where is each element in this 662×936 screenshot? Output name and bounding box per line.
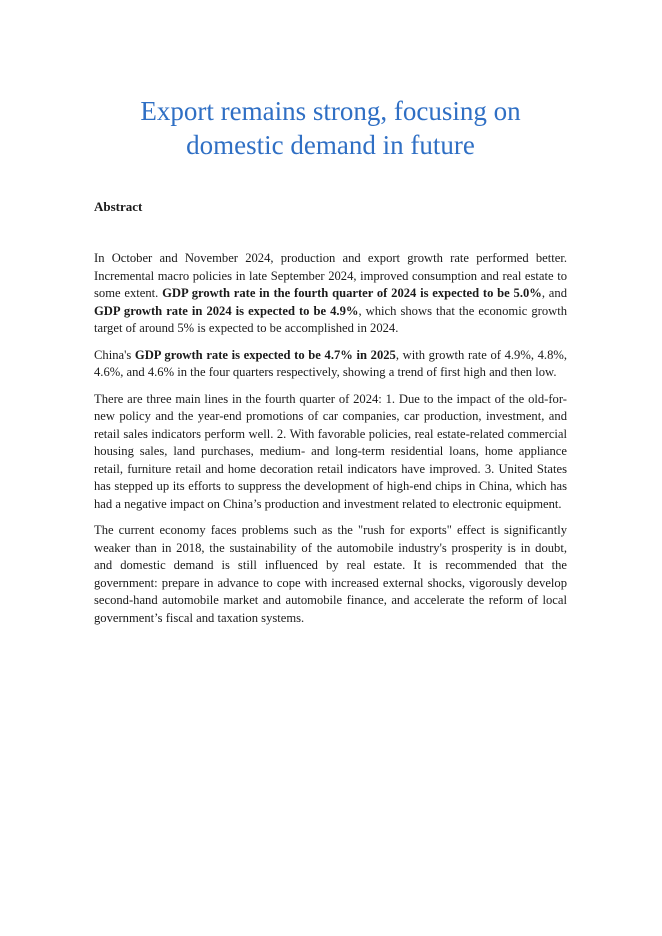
paragraph-text: There are three main lines in the fourth quarter of 2024: 1. Due to the impact of the old-for-new policy and the year-end promotions of car companies, car production, investment, and retail sales indicators perform well. 2. With favorable policies, real estate-related commercial housing sales, land purchases, medium- and long-term residential loans, home appliance retail, furniture retail and home decoration retail indicators have improved. 3. United States has stepped up its efforts to suppress the development of high-end chips in China, which has had a negative impact on China’s production and investment related to electronic equipment.	[94, 391, 567, 511]
abstract-paragraph-2	[94, 347, 567, 382]
paragraph-text: In October and November 2024, production and export growth rate performed better. Incremental macro policies in late September 2024, improved consumption and real estate to some extent.	[94, 251, 567, 300]
paragraph-text: , and	[541, 286, 567, 300]
paragraph-text: China's	[94, 347, 135, 362]
title-line-2: domestic demand in future	[186, 130, 475, 160]
bold-highlight: GDP growth rate is expected to be 4.7% in 2025	[134, 347, 396, 362]
abstract-paragraph-4	[94, 522, 567, 627]
title-line-1: Export remains strong, focusing on	[140, 96, 521, 126]
abstract-body	[94, 250, 567, 636]
paragraph-text: , which shows that the economic growth target of around 5% is expected to be accomplished in 2024.	[94, 303, 568, 335]
bold-highlight: GDP growth rate in 2024 is expected to be 4.9%	[94, 303, 359, 318]
abstract-heading: Abstract	[94, 199, 143, 214]
paragraph-text: The current economy faces problems such as the "rush for exports" effect is significantly weaker than in 2018, the sustainability of the automobile industry's prosperity is in doubt, and domestic demand is still influenced by real estate. It is recommended that the government: prepare in advance to cope with increased external shocks, vigorously develop second-hand automobile market and automobile finance, and accelerate the reform of local government’s fiscal and taxation systems.	[94, 523, 567, 625]
document-title	[94, 94, 567, 162]
abstract-paragraph-1	[94, 250, 567, 338]
paragraph-text: , with growth rate of 4.9%, 4.8%, 4.6%, and 4.6% in the four quarters respectively, showing a trend of first high and then low.	[94, 347, 568, 379]
bold-highlight: GDP growth rate in the fourth quarter of 2024 is expected to be 5.0%	[162, 286, 542, 300]
abstract-paragraph-3	[94, 391, 567, 514]
